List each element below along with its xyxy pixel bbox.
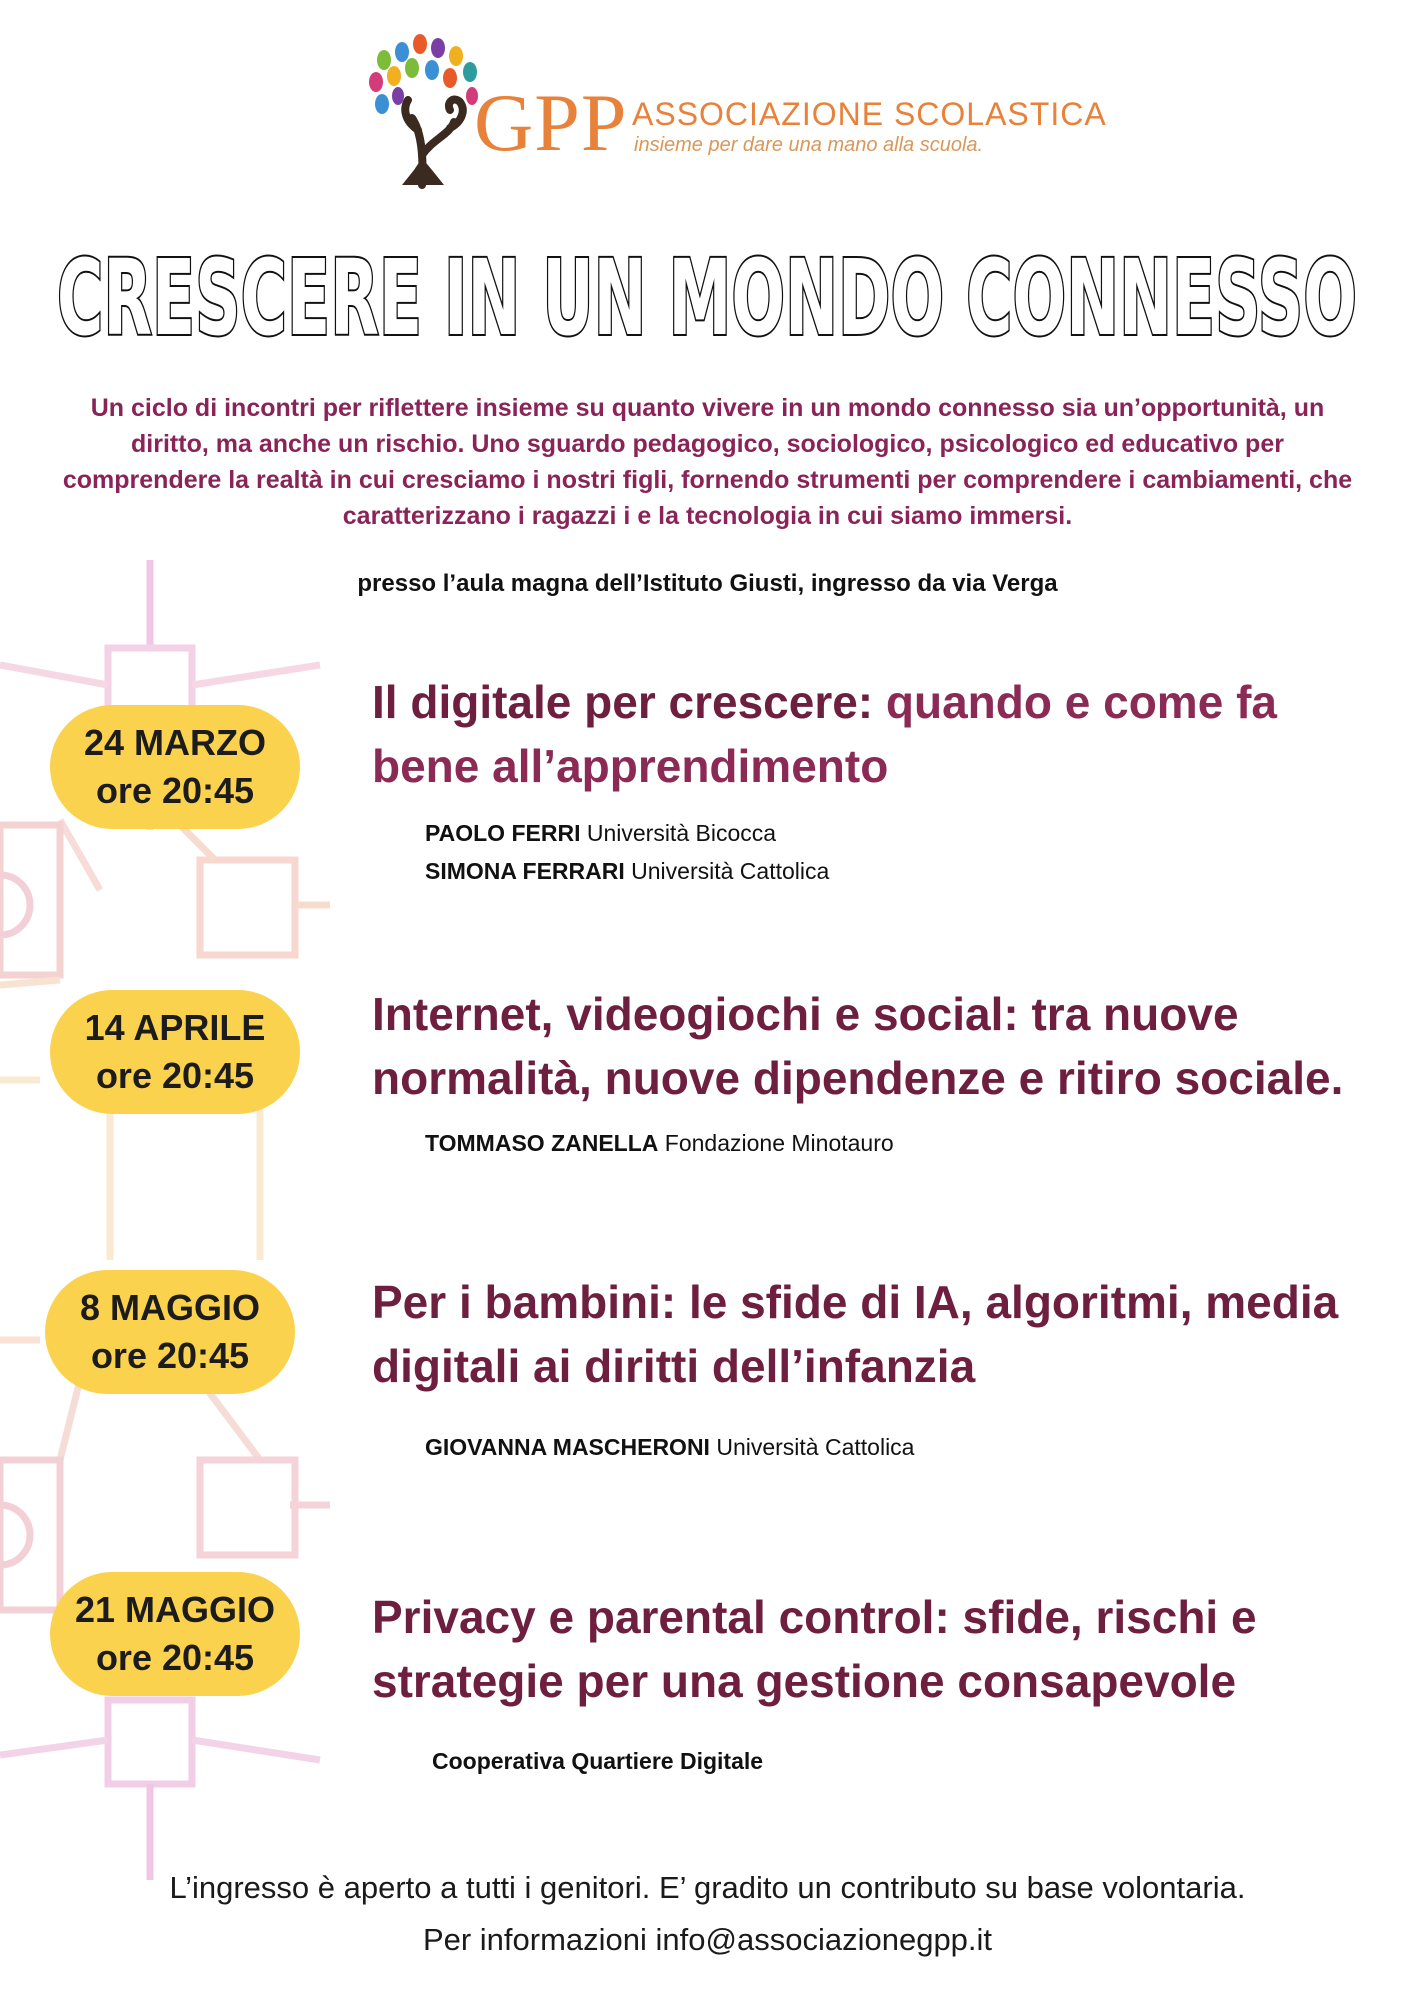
event-date: 24 MARZO — [83, 722, 267, 763]
footer-note: L’ingresso è aperto a tutti i genitori. E’ gradito un contributo su base volontaria. — [169, 1870, 1246, 1905]
event-title-part1: Per i bambini: le sfide di IA, algoritmi, media digitali ai diritti dell’infanzia — [372, 1276, 1339, 1392]
date-badge — [50, 705, 300, 829]
footer-contact: Per informazioni info@associazionegpp.it — [422, 1922, 993, 1957]
event-title-part1: Privacy e parental control: sfide, rischi e strategie per una gestione consapevole — [372, 1591, 1257, 1707]
event-title — [372, 1270, 1382, 1398]
speaker-list — [432, 1742, 763, 1780]
speaker-name: SIMONA FERRARI — [425, 858, 625, 884]
date-badge — [45, 1270, 295, 1394]
event-title-part1: Il digitale per crescere: — [372, 676, 886, 728]
speaker-name: Cooperativa Quartiere Digitale — [432, 1748, 764, 1774]
logo — [362, 30, 1107, 190]
event-title — [372, 982, 1382, 1110]
speaker — [425, 814, 829, 852]
event-date: 21 MAGGIO — [74, 1589, 276, 1630]
speaker-name: PAOLO FERRI — [425, 820, 581, 846]
event-title-part1: Internet, videogiochi e social: tra nuove normalità, nuove dipendenze e ritiro sociale. — [372, 988, 1344, 1104]
speaker-list — [425, 1428, 914, 1466]
page-title-text: CRESCERE IN UN MONDO CONNESSO — [57, 237, 1357, 359]
page-title — [0, 222, 1415, 372]
org-tagline: insieme per dare una mano alla scuola. — [634, 134, 984, 156]
event-time: ore 20:45 — [95, 1637, 255, 1678]
speaker-name: GIOVANNA MASCHERONI — [425, 1434, 710, 1460]
speaker — [432, 1742, 763, 1780]
event-time: ore 20:45 — [90, 1335, 250, 1376]
speaker-name: TOMMASO ZANELLA — [425, 1130, 659, 1156]
speaker-list — [425, 814, 829, 890]
speaker-affiliation: Fondazione Minotauro — [664, 1130, 894, 1156]
speaker — [425, 852, 829, 890]
event-title — [372, 670, 1382, 798]
venue-text: presso l’aula magna dell’Istituto Giusti, ingresso da via Verga — [357, 570, 1058, 597]
org-name: ASSOCIAZIONE SCOLASTICA — [632, 96, 1107, 132]
speaker-affiliation: Università Bicocca — [586, 820, 777, 846]
footer — [0, 1862, 1415, 1966]
speaker-list — [425, 1124, 894, 1162]
date-badge — [50, 1572, 300, 1696]
event-time: ore 20:45 — [95, 770, 255, 811]
speaker-affiliation: Università Cattolica — [716, 1434, 915, 1460]
event-title-part2: quando e come fa bene all’apprendimento — [372, 676, 1277, 792]
event-time: ore 20:45 — [95, 1055, 255, 1096]
date-badge — [50, 990, 300, 1114]
speaker-affiliation: Università Cattolica — [631, 858, 830, 884]
intro-text: Un ciclo di incontri per riflettere insieme su quanto vivere in un mondo connesso sia un’opportunità, un diritto, ma anche un rischio. Uno sguardo pedagogico, sociologico, psicologico ed educativo per comprendere la realtà in cui cresciamo i nostri figli, fornendo strumenti per comprendere i cambiamenti, che caratterizzano i ragazzi i e la tecnologia in cui siamo immersi. — [62, 394, 1353, 530]
event-date: 14 APRILE — [84, 1007, 266, 1048]
event-title — [372, 1585, 1382, 1713]
speaker — [425, 1428, 914, 1466]
logo-letters: GPP — [474, 77, 628, 168]
speaker — [425, 1124, 894, 1162]
tree-logo-icon — [362, 30, 492, 190]
event-date: 8 MAGGIO — [79, 1287, 261, 1328]
